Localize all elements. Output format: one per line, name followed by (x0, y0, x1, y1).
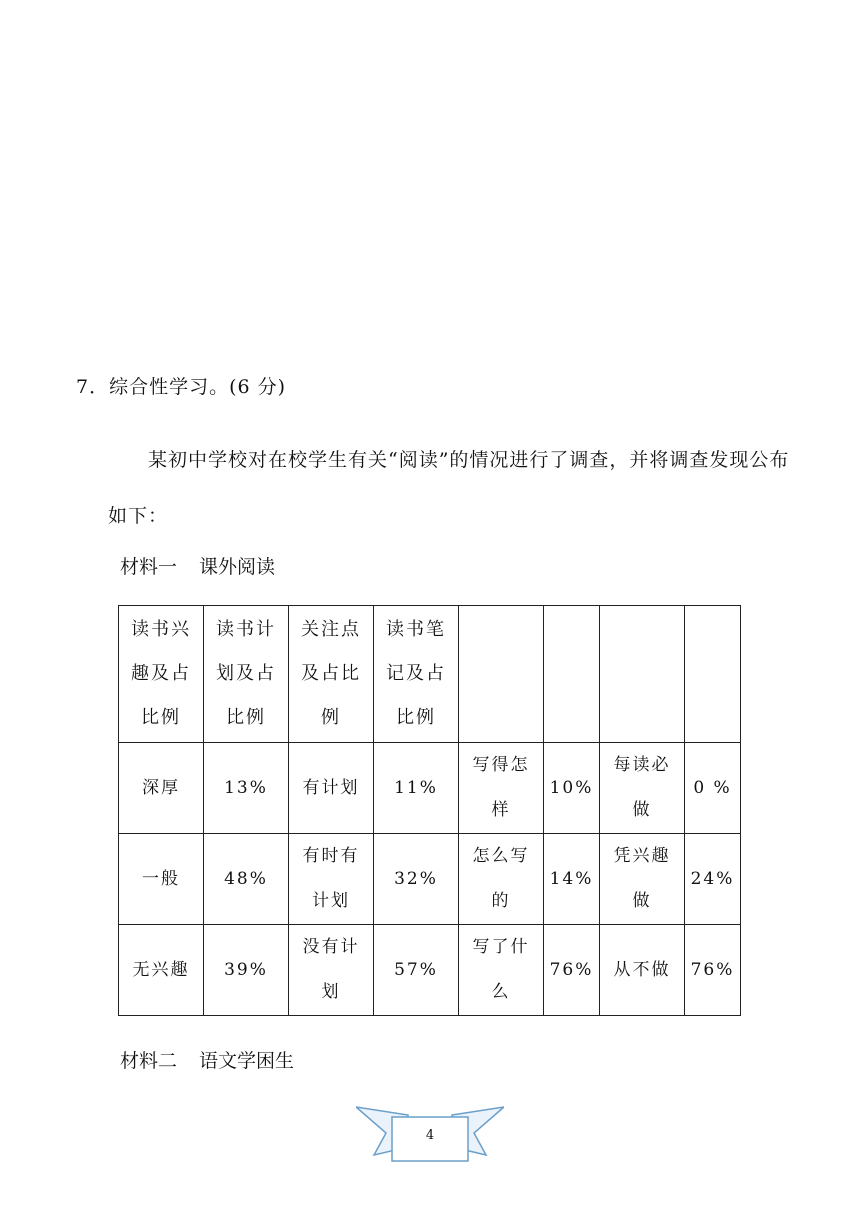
table-cell: 57% (374, 925, 459, 1016)
table-cell: 从不做 (600, 925, 685, 1016)
material-one-heading (120, 552, 275, 579)
table-cell: 76% (685, 925, 741, 1016)
material-two-heading (120, 1046, 294, 1073)
table-cell: 76% (544, 925, 600, 1016)
table-row (119, 925, 741, 1016)
header-cell (544, 606, 600, 743)
header-cell: 关注点及占比例 (289, 606, 374, 743)
page-number: 4 (425, 1128, 435, 1143)
header-cell: 读书计划及占比例 (204, 606, 289, 743)
table-cell: 一般 (119, 834, 204, 925)
table-cell: 13% (204, 743, 289, 834)
table-cell: 怎么写的 (459, 834, 544, 925)
material-two-label: 材料二 (120, 1050, 178, 1072)
reading-survey-table (118, 605, 741, 1016)
table-cell: 深厚 (119, 743, 204, 834)
table-cell: 14% (544, 834, 600, 925)
table-row (119, 834, 741, 925)
header-cell (459, 606, 544, 743)
table-cell: 每读必做 (600, 743, 685, 834)
table-header-row (119, 606, 741, 743)
table-cell: 10% (544, 743, 600, 834)
table-cell: 写得怎样 (459, 743, 544, 834)
question-title: 7．综合性学习。(6 分) (76, 376, 287, 398)
table-cell: 39% (204, 925, 289, 1016)
table-cell: 24% (685, 834, 741, 925)
table-cell: 写了什么 (459, 925, 544, 1016)
header-cell (685, 606, 741, 743)
question-intro: 某初中学校对在校学生有关“阅读”的情况进行了调查，并将调查发现公布如下： (108, 449, 790, 527)
table-cell: 11% (374, 743, 459, 834)
table-cell: 凭兴趣做 (600, 834, 685, 925)
table-row (119, 743, 741, 834)
header-cell (600, 606, 685, 743)
material-one-label: 材料一 (120, 556, 178, 578)
table-cell: 48% (204, 834, 289, 925)
table-cell: 0 % (685, 743, 741, 834)
material-two-title: 语文学困生 (199, 1050, 295, 1072)
header-cell: 读书兴趣及占比例 (119, 606, 204, 743)
table-cell: 有时有计划 (289, 834, 374, 925)
header-cell: 读书笔记及占比例 (374, 606, 459, 743)
material-one-title: 课外阅读 (199, 556, 276, 578)
table-cell: 32% (374, 834, 459, 925)
table-cell: 有计划 (289, 743, 374, 834)
table-cell: 没有计划 (289, 925, 374, 1016)
table-cell: 无兴趣 (119, 925, 204, 1016)
